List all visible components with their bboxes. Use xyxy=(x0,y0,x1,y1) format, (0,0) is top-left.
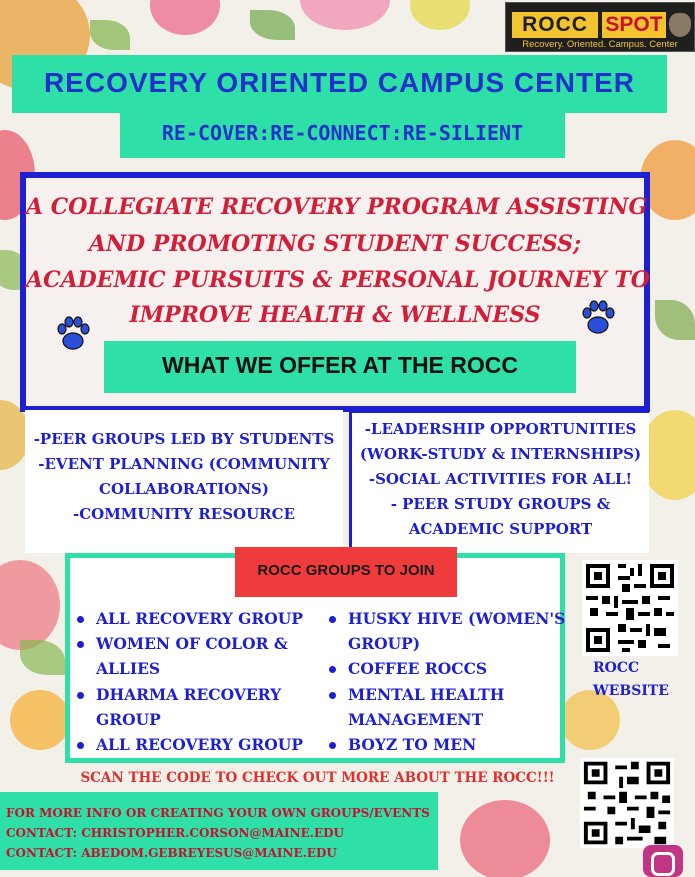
subtitle-banner xyxy=(120,113,565,158)
page-title: RECOVERY ORIENTED CAMPUS CENTER xyxy=(43,67,636,98)
flower-decoration xyxy=(0,560,60,650)
group-item-continued: GROUP) xyxy=(348,634,421,653)
qr-code-icon[interactable] xyxy=(580,758,674,848)
bullet-icon xyxy=(329,666,336,673)
title-banner xyxy=(12,55,667,113)
mission-line: AND PROMOTING STUDENT SUCCESS; xyxy=(88,231,582,257)
offer-item: -COMMUNITY RESOURCE xyxy=(72,505,296,523)
bullet-icon xyxy=(77,616,84,623)
qr-label-line: WEBSITE xyxy=(593,683,669,699)
bullet-icon xyxy=(77,742,84,749)
leaf-decoration xyxy=(655,300,695,340)
mission-line: A COLLEGIATE RECOVERY PROGRAM ASSISTING xyxy=(26,194,648,220)
group-item: HUSKY HIVE (WOMEN'S xyxy=(348,609,566,628)
offer-heading-banner xyxy=(104,341,576,393)
group-item: COFFEE ROCCS xyxy=(348,659,488,678)
group-item: BOYZ TO MEN xyxy=(348,735,477,754)
flower-decoration xyxy=(560,690,620,750)
group-item: ALL RECOVERY GROUP xyxy=(96,735,303,754)
groups-heading-banner xyxy=(235,547,457,597)
offers-left-column xyxy=(25,410,343,553)
group-item-continued: GROUP xyxy=(96,710,161,729)
contact-email-link[interactable]: CONTACT: CHRISTOPHER.CORSON@MAINE.EDU xyxy=(6,826,344,840)
bullet-icon xyxy=(329,692,336,699)
logo-rocc-text: ROCC xyxy=(512,12,598,38)
instagram-icon[interactable] xyxy=(643,845,683,877)
leaf-decoration xyxy=(20,640,65,675)
qr-code-icon[interactable] xyxy=(582,560,678,656)
group-item-continued: ALLIES xyxy=(96,659,161,678)
logo-tagline: Recovery. Oriented. Campus. Center xyxy=(522,39,678,50)
group-item: WOMEN OF COLOR & xyxy=(96,634,288,653)
flower-decoration xyxy=(410,0,470,30)
bullet-icon xyxy=(329,742,336,749)
contact-heading: FOR MORE INFO OR CREATING YOUR OWN GROUPS/EVENTS xyxy=(6,806,430,820)
paw-print-icon xyxy=(581,300,615,336)
flower-decoration xyxy=(150,0,220,35)
offer-item: -EVENT PLANNING (COMMUNITY xyxy=(38,455,330,473)
wolf-logo-icon xyxy=(669,13,691,37)
rocc-spot-logo xyxy=(505,2,695,52)
offer-item: (WORK-STUDY & INTERNSHIPS) xyxy=(359,445,642,463)
groups-heading: ROCC GROUPS TO JOIN xyxy=(257,562,435,579)
offer-item: COLLABORATIONS) xyxy=(99,480,269,498)
mission-line: ACADEMIC PURSUITS & PERSONAL JOURNEY TO xyxy=(26,267,650,293)
offer-heading: WHAT WE OFFER AT THE ROCC xyxy=(161,352,519,378)
mission-line: IMPROVE HEALTH & WELLNESS xyxy=(129,302,541,328)
group-item: DHARMA RECOVERY xyxy=(96,685,282,704)
paw-print-icon xyxy=(56,316,90,352)
qr-label-line: ROCC xyxy=(593,660,640,676)
flower-decoration xyxy=(300,0,390,30)
offer-item: -SOCIAL ACTIVITIES FOR ALL! xyxy=(368,470,633,488)
flower-decoration xyxy=(460,800,550,877)
group-item: ALL RECOVERY GROUP xyxy=(96,609,303,628)
mission-box xyxy=(20,172,650,412)
offer-item: - PEER STUDY GROUPS & xyxy=(390,495,611,513)
instagram-ring xyxy=(651,852,675,876)
offer-item: ACADEMIC SUPPORT xyxy=(408,520,593,538)
leaf-decoration xyxy=(250,10,295,40)
contact-box xyxy=(0,792,438,870)
group-item: MENTAL HEALTH xyxy=(348,685,505,704)
group-item-continued: MANAGEMENT xyxy=(348,710,484,729)
scan-prompt: SCAN THE CODE TO CHECK OUT MORE ABOUT THE ROCC!!! xyxy=(80,770,555,786)
contact-email-link[interactable]: CONTACT: ABEDOM.GEBREYESUS@MAINE.EDU xyxy=(6,846,337,860)
bullet-icon xyxy=(329,616,336,623)
logo-spot-text: SPOT xyxy=(602,12,666,38)
page-subtitle: RE-COVER:RE-CONNECT:RE-SILIENT xyxy=(161,121,524,145)
offer-item: -PEER GROUPS LED BY STUDENTS xyxy=(33,430,335,448)
bullet-icon xyxy=(77,692,84,699)
offers-right-column xyxy=(349,410,649,553)
flower-decoration xyxy=(10,690,70,750)
bullet-icon xyxy=(77,641,84,648)
offer-item: -LEADERSHIP OPPORTUNITIES xyxy=(364,420,637,438)
leaf-decoration xyxy=(90,20,130,50)
